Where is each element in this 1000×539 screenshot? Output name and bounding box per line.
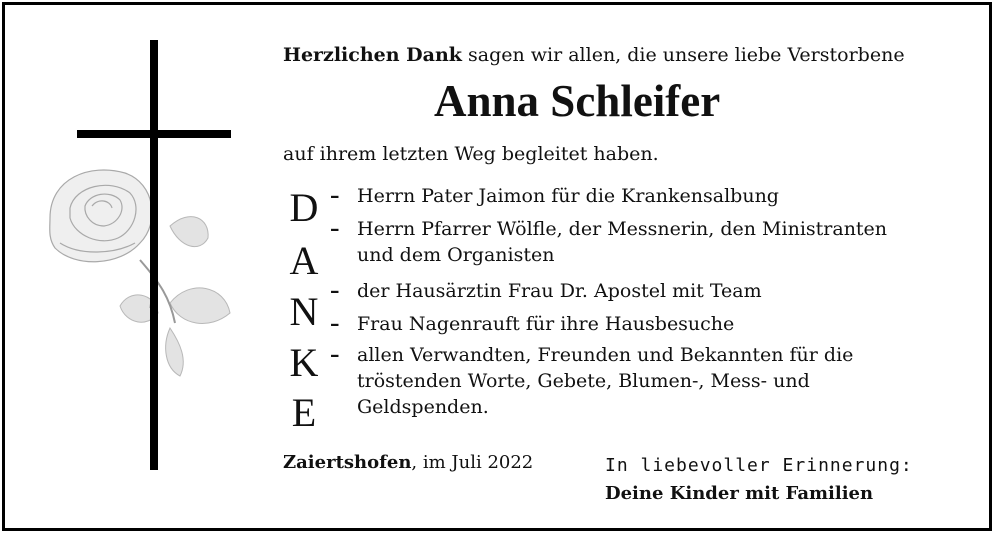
- list-item-text: Frau Nagenrauft für ihre Hausbesuche: [357, 313, 735, 335]
- list-item-text: und dem Organisten: [357, 244, 555, 266]
- deceased-name: Anna Schleifer: [434, 76, 721, 126]
- memory-line: In liebevoller Erinnerung:: [605, 455, 913, 476]
- place: Zaiertshofen: [283, 452, 412, 473]
- list-item-text: Herrn Pfarrer Wölfle, der Messnerin, den Ministranten: [357, 218, 888, 240]
- danke-letter: A: [289, 238, 319, 283]
- list-item-text: der Hausärztin Frau Dr. Apostel mit Team: [357, 280, 762, 302]
- date: , im Juli 2022: [411, 452, 534, 473]
- accompany-line: auf ihrem letzten Weg begleitet haben.: [283, 143, 659, 165]
- danke-letter: E: [291, 390, 317, 435]
- list-dash: –: [330, 185, 340, 207]
- list-dash: –: [330, 218, 340, 240]
- family-signature: Deine Kinder mit Familien: [605, 483, 874, 504]
- cross-rose-illustration: [30, 38, 250, 478]
- rose-bloom: [50, 170, 152, 262]
- list-dash: –: [330, 344, 340, 366]
- list-item-text: tröstenden Worte, Gebete, Blumen-, Mess- und: [357, 370, 810, 392]
- intro-rest: sagen wir allen, die unsere liebe Verstorbene: [461, 44, 905, 66]
- place-date: [283, 452, 533, 473]
- list-item-text: Herrn Pater Jaimon für die Krankensalbung: [357, 185, 779, 207]
- list-item-text: allen Verwandten, Freunden und Bekannten für die: [357, 344, 854, 366]
- list-dash: –: [330, 313, 340, 335]
- danke-letter: K: [289, 340, 319, 385]
- intro-bold: Herzlichen Dank: [283, 44, 462, 66]
- danke-letter: D: [289, 185, 319, 230]
- intro-line: [283, 44, 905, 66]
- list-item-text: Geldspenden.: [357, 396, 489, 418]
- danke-letter: N: [289, 289, 319, 334]
- list-dash: –: [330, 280, 340, 302]
